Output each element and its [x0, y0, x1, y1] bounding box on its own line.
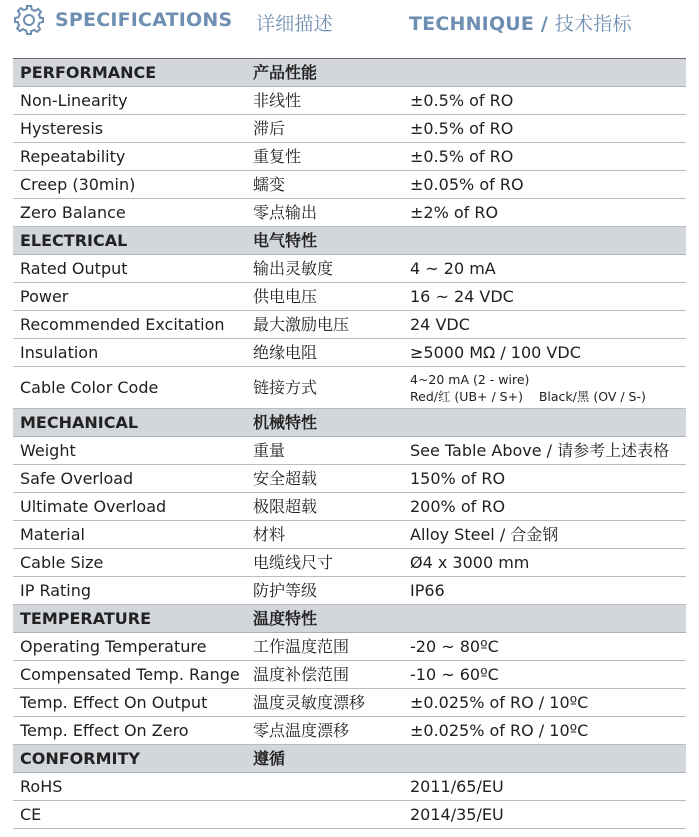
table-row — [13, 717, 686, 745]
spec-name-cn: 极限超载 — [246, 493, 403, 521]
spec-value: ±0.5% of RO — [403, 115, 686, 143]
spec-name: Safe Overload — [13, 465, 246, 493]
spec-value: ±0.5% of RO — [403, 87, 686, 115]
spec-value: 4 ~ 20 mA — [403, 255, 686, 283]
spec-name-cn: 重复性 — [246, 143, 403, 171]
spec-value: 200% of RO — [403, 493, 686, 521]
section-title-cn: 温度特性 — [246, 605, 403, 633]
spec-value-line: 4~20 mA (2 - wire) — [410, 371, 530, 387]
spec-value — [403, 367, 686, 409]
section-header-temperature — [13, 605, 686, 633]
spec-name-cn: 滞后 — [246, 115, 403, 143]
table-row — [13, 661, 686, 689]
spec-name: Non-Linearity — [13, 87, 246, 115]
table-row — [13, 633, 686, 661]
spec-name-cn: 非线性 — [246, 87, 403, 115]
specifications-title-cn: 详细描述 — [256, 13, 333, 35]
spec-name-cn: 工作温度范围 — [246, 633, 403, 661]
spec-value: -10 ~ 60ºC — [403, 661, 686, 689]
section-header-performance — [13, 59, 686, 87]
spec-value: ±0.025% of RO / 10ºC — [403, 717, 686, 745]
table-row — [13, 199, 686, 227]
spec-name: Cable Color Code — [13, 367, 246, 409]
spec-value: ≥5000 MΩ / 100 VDC — [403, 339, 686, 367]
section-header-mechanical — [13, 409, 686, 437]
spec-value: IP66 — [403, 577, 686, 605]
spec-name-cn: 最大激励电压 — [246, 311, 403, 339]
spec-name: Insulation — [13, 339, 246, 367]
spec-name: CE — [13, 801, 246, 829]
section-title: ELECTRICAL — [13, 227, 246, 255]
table-row — [13, 521, 686, 549]
spec-value: 150% of RO — [403, 465, 686, 493]
spec-name: Hysteresis — [13, 115, 246, 143]
spec-name-cn: 温度补偿范围 — [246, 661, 403, 689]
table-row — [13, 801, 686, 829]
section-blank — [403, 605, 686, 633]
table-row — [13, 773, 686, 801]
spec-value: ±0.5% of RO — [403, 143, 686, 171]
table-row — [13, 87, 686, 115]
section-blank — [403, 59, 686, 87]
table-row — [13, 367, 686, 409]
spec-value: -20 ~ 80ºC — [403, 633, 686, 661]
specifications-title: SPECIFICATIONS — [55, 9, 233, 31]
table-row — [13, 465, 686, 493]
spec-name: RoHS — [13, 773, 246, 801]
spec-name: Power — [13, 283, 246, 311]
gear-icon — [13, 4, 45, 36]
spec-value: 2014/35/EU — [403, 801, 686, 829]
spec-name: Weight — [13, 437, 246, 465]
table-row — [13, 283, 686, 311]
spec-value: 24 VDC — [403, 311, 686, 339]
spec-name: Ultimate Overload — [13, 493, 246, 521]
spec-value: ±0.025% of RO / 10ºC — [403, 689, 686, 717]
spec-name-cn: 电缆线尺寸 — [246, 549, 403, 577]
spec-value: Alloy Steel / 合金钢 — [403, 521, 686, 549]
spec-name: Cable Size — [13, 549, 246, 577]
spec-name-cn: 重量 — [246, 437, 403, 465]
spec-value: 2011/65/EU — [403, 773, 686, 801]
section-title-cn: 电气特性 — [246, 227, 403, 255]
spec-name-cn: 绝缘电阻 — [246, 339, 403, 367]
section-title-cn: 机械特性 — [246, 409, 403, 437]
page-header — [0, 0, 699, 40]
spec-value: See Table Above / 请参考上述表格 — [403, 437, 686, 465]
spec-name-cn — [246, 801, 403, 829]
spec-name: Zero Balance — [13, 199, 246, 227]
spec-name: Recommended Excitation — [13, 311, 246, 339]
section-header-electrical — [13, 227, 686, 255]
table-row — [13, 339, 686, 367]
section-title: CONFORMITY — [13, 745, 246, 773]
spec-name: IP Rating — [13, 577, 246, 605]
spec-name: Temp. Effect On Zero — [13, 717, 246, 745]
spec-name: Operating Temperature — [13, 633, 246, 661]
spec-name: Rated Output — [13, 255, 246, 283]
technique-title: TECHNIQUE / 技术指标 — [409, 13, 632, 35]
spec-value-line: Red/红 (UB+ / S+) Black/黑 (OV / S-) — [410, 388, 646, 404]
spec-name-cn: 温度灵敏度漂移 — [246, 689, 403, 717]
section-title: PERFORMANCE — [13, 59, 246, 87]
table-row — [13, 689, 686, 717]
spec-value: 16 ~ 24 VDC — [403, 283, 686, 311]
spec-name: Creep (30min) — [13, 171, 246, 199]
spec-value: ±2% of RO — [403, 199, 686, 227]
table-row — [13, 311, 686, 339]
spec-name: Repeatability — [13, 143, 246, 171]
table-row — [13, 493, 686, 521]
section-blank — [403, 409, 686, 437]
section-title: TEMPERATURE — [13, 605, 246, 633]
spec-name-cn: 安全超载 — [246, 465, 403, 493]
spec-name-cn: 蠕变 — [246, 171, 403, 199]
section-title: MECHANICAL — [13, 409, 246, 437]
spec-name: Material — [13, 521, 246, 549]
spec-value: ±0.05% of RO — [403, 171, 686, 199]
section-title-cn: 产品性能 — [246, 59, 403, 87]
table-row — [13, 171, 686, 199]
table-row — [13, 143, 686, 171]
table-row — [13, 115, 686, 143]
spec-name-cn: 防护等级 — [246, 577, 403, 605]
section-blank — [403, 227, 686, 255]
spec-name-cn: 零点温度漂移 — [246, 717, 403, 745]
specifications-table — [13, 58, 686, 829]
spec-name-cn: 零点输出 — [246, 199, 403, 227]
section-header-conformity — [13, 745, 686, 773]
spec-name-cn: 链接方式 — [246, 367, 403, 409]
spec-value: Ø4 x 3000 mm — [403, 549, 686, 577]
spec-name-cn: 材料 — [246, 521, 403, 549]
spec-name: Compensated Temp. Range — [13, 661, 246, 689]
table-row — [13, 255, 686, 283]
table-row — [13, 549, 686, 577]
section-blank — [403, 745, 686, 773]
spec-name: Temp. Effect On Output — [13, 689, 246, 717]
table-row — [13, 437, 686, 465]
table-row — [13, 577, 686, 605]
spec-name-cn: 供电电压 — [246, 283, 403, 311]
section-title-cn: 遵循 — [246, 745, 403, 773]
spec-name-cn: 输出灵敏度 — [246, 255, 403, 283]
spec-name-cn — [246, 773, 403, 801]
